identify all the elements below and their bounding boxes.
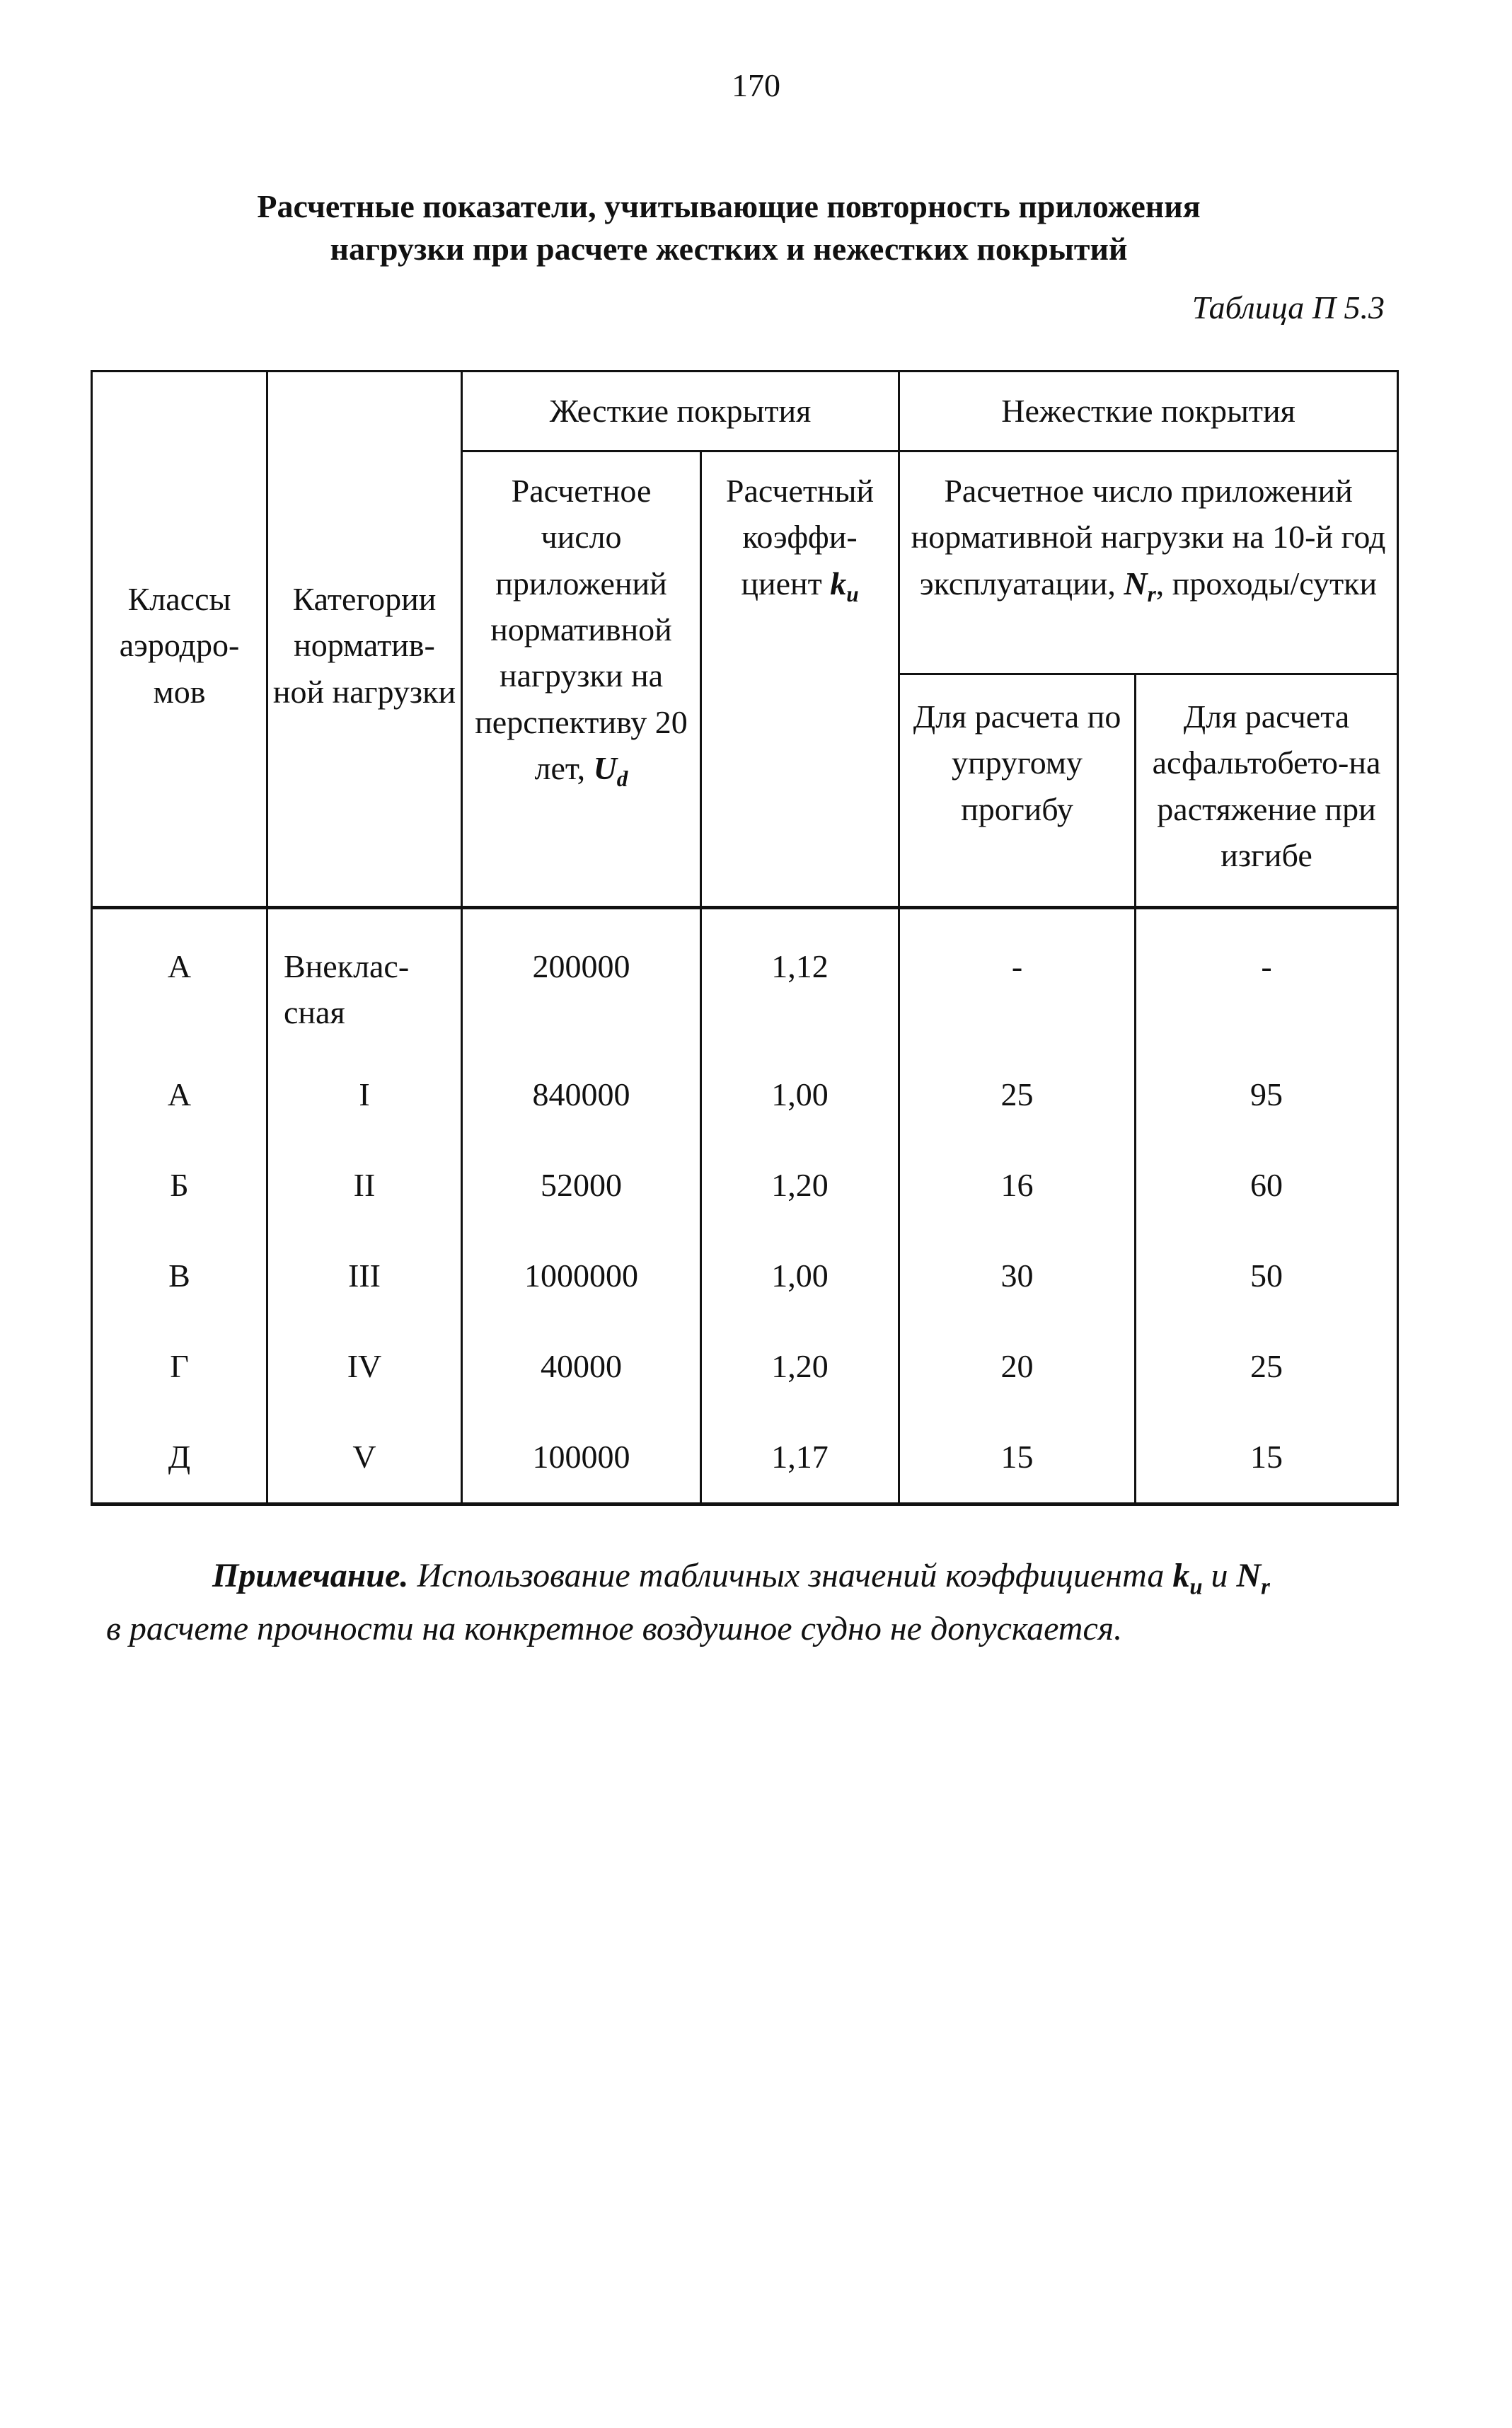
- table-title-line-1: Расчетные показатели, учитывающие повторность приложения: [257, 188, 1201, 224]
- header-rigid-coefficient-text: Расчетный коэффи-циент: [725, 473, 875, 602]
- table-row: [92, 1412, 1398, 1504]
- cell-asphalt: 50: [1136, 1231, 1398, 1321]
- cell-class: Г: [92, 1321, 267, 1412]
- table-title-line-2: нагрузки при расчете жестких и нежестких покрытий: [330, 230, 1128, 267]
- header-elastic-deflection: Для расчета по упругому прогибу: [899, 674, 1136, 908]
- cell-class: Д: [92, 1412, 267, 1504]
- cell-ku: 1,12: [701, 908, 899, 1050]
- note-line-1: [106, 1551, 1401, 1604]
- cell-elastic: 20: [899, 1321, 1136, 1412]
- cell-category: II: [267, 1140, 462, 1231]
- header-nonrigid-count-symbol: $N_r$: [1124, 565, 1156, 606]
- header-rigid-count: [462, 451, 701, 908]
- header-asphalt-tension: Для расчета асфальтобето-на растяжение при изгибе: [1136, 674, 1398, 908]
- cell-ud: 1000000: [462, 1231, 701, 1321]
- cell-class: А: [92, 908, 267, 1050]
- header-rigid-count-symbol: $U_d$: [593, 749, 628, 792]
- cell-ud: 100000: [462, 1412, 701, 1504]
- cell-ud: 200000: [462, 908, 701, 1050]
- cell-elastic: -: [899, 908, 1136, 1050]
- cell-asphalt: 60: [1136, 1140, 1398, 1231]
- note-label: Примечание.: [212, 1557, 409, 1594]
- note-k-symbol: $k_u$: [1172, 1557, 1203, 1600]
- cell-category: Внеклас-сная: [267, 908, 462, 1050]
- cell-class: А: [92, 1049, 267, 1140]
- cell-asphalt: 25: [1136, 1321, 1398, 1412]
- header-rigid-pavements: Жесткие покрытия: [462, 372, 899, 451]
- cell-category: V: [267, 1412, 462, 1504]
- note-n-symbol: $N_r$: [1236, 1557, 1270, 1600]
- cell-category: III: [267, 1231, 462, 1321]
- cell-elastic: 30: [899, 1231, 1136, 1321]
- cell-ku: 1,00: [701, 1231, 899, 1321]
- header-nonrigid-count: [899, 451, 1398, 674]
- table-title: [156, 185, 1302, 270]
- cell-ku: 1,00: [701, 1049, 899, 1140]
- cell-category: I: [267, 1049, 462, 1140]
- cell-ud: 840000: [462, 1049, 701, 1140]
- header-nonrigid-pavements: Нежесткие покрытия: [899, 372, 1398, 451]
- cell-asphalt: 15: [1136, 1412, 1398, 1504]
- note-text-1: Использование табличных значений коэффициента: [417, 1557, 1165, 1594]
- header-classes: Классы аэродро-мов: [92, 372, 267, 908]
- note-line-2: в расчете прочности на конкретное воздушное судно не допускается.: [106, 1609, 1123, 1647]
- cell-ku: 1,20: [701, 1321, 899, 1412]
- table-row: [92, 908, 1398, 1050]
- cell-elastic: 15: [899, 1412, 1136, 1504]
- header-nonrigid-count-unit: , проходы/сутки: [1155, 565, 1378, 602]
- table-row: [92, 1049, 1398, 1140]
- cell-elastic: 25: [899, 1049, 1136, 1140]
- table-note: [106, 1551, 1401, 1654]
- header-nonrigid-count-text: Расчетное число приложений нормативной нагрузки на 10-й год эксплуатации,: [911, 473, 1386, 602]
- cell-class: Б: [92, 1140, 267, 1231]
- cell-asphalt: -: [1136, 908, 1398, 1050]
- cell-ud: 52000: [462, 1140, 701, 1231]
- header-rigid-count-text: Расчетное число приложений нормативной нагрузки на перспективу 20 лет,: [475, 473, 688, 786]
- header-rigid-coefficient: [701, 451, 899, 908]
- cell-asphalt: 95: [1136, 1049, 1398, 1140]
- cell-class: В: [92, 1231, 267, 1321]
- table-row: [92, 1231, 1398, 1321]
- page-number: 170: [732, 67, 780, 103]
- data-table: [91, 370, 1399, 1506]
- header-rigid-coefficient-symbol: $k_u$: [830, 565, 859, 606]
- table-label: Таблица П 5.3: [1191, 289, 1385, 326]
- cell-elastic: 16: [899, 1140, 1136, 1231]
- table-row: [92, 1140, 1398, 1231]
- cell-ku: 1,17: [701, 1412, 899, 1504]
- table-row: [92, 1321, 1398, 1412]
- cell-ku: 1,20: [701, 1140, 899, 1231]
- cell-category: IV: [267, 1321, 462, 1412]
- header-categories: Категории норматив-ной нагрузки: [267, 372, 462, 908]
- cell-ud: 40000: [462, 1321, 701, 1412]
- note-and: и: [1211, 1557, 1228, 1594]
